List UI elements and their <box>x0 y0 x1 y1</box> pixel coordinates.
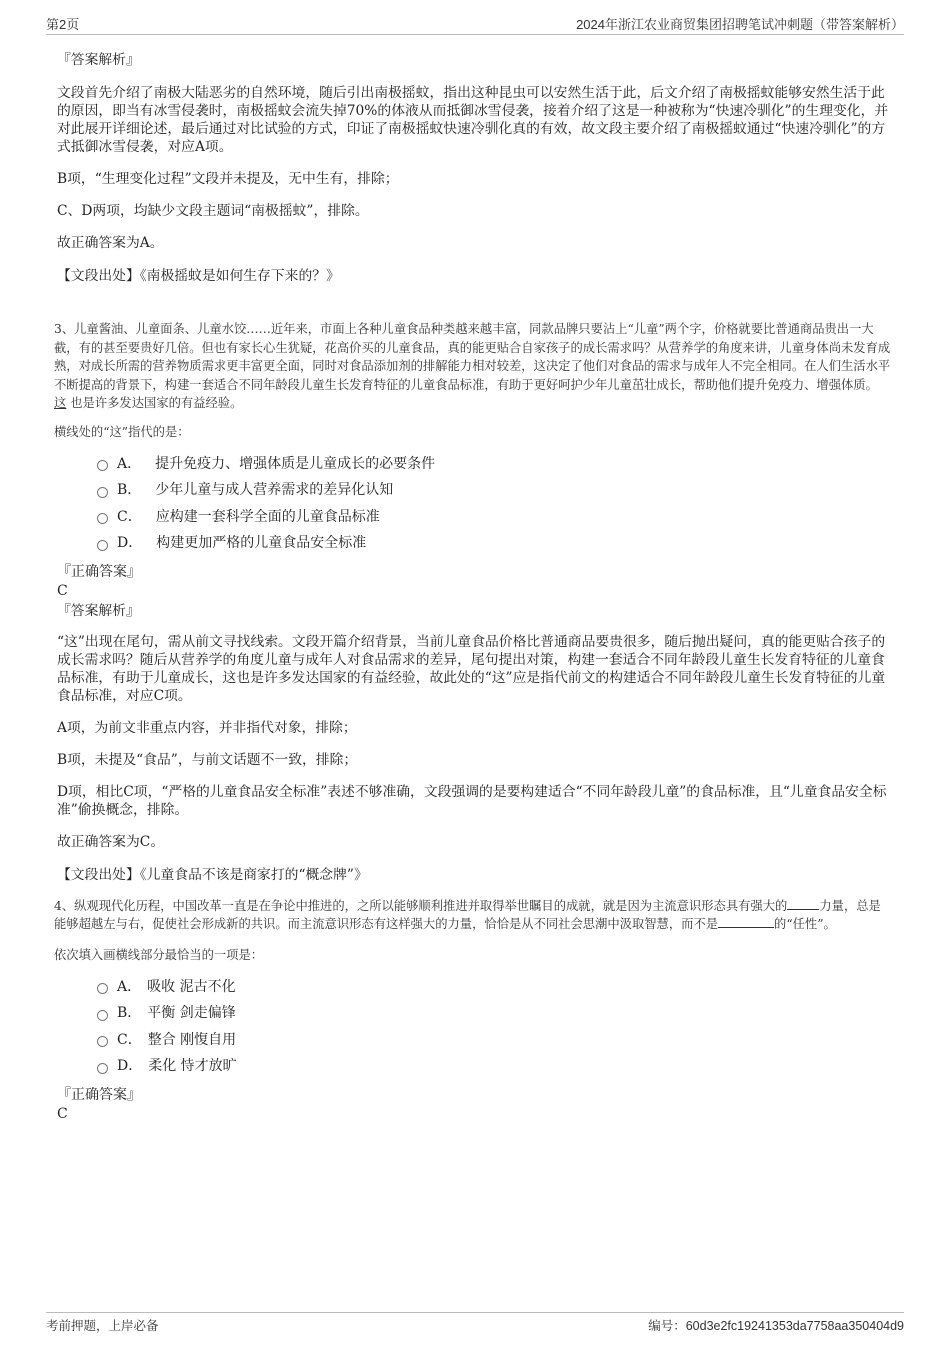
q3-analysis-paragraph-4: D项，相比C项，“严格的儿童食品安全标准”表述不够准确，文段强调的是要构建适合“不同年龄段儿童”的食品标准，且“儿童食品安全标准”偷换概念，排除。 <box>57 783 887 818</box>
q3-prompt: 横线处的“这”指代的是： <box>54 424 190 439</box>
q3-answer: C <box>57 582 68 599</box>
radio-icon[interactable] <box>97 540 108 551</box>
q4-prompt: 依次填入画横线部分最恰当的一项是： <box>54 947 264 962</box>
q4-answer: C <box>57 1105 68 1122</box>
radio-icon[interactable] <box>97 1036 108 1047</box>
q3-options <box>97 451 892 557</box>
page-header <box>46 14 904 35</box>
q3-stem <box>54 320 892 413</box>
q4-options <box>97 974 892 1080</box>
q3-option-d[interactable]: D． 构建更加严格的儿童食品安全标准 <box>97 530 892 557</box>
q3-analysis-paragraph-2: A项，为前文非重点内容，并非指代对象，排除； <box>57 719 357 736</box>
q2-analysis-paragraph-3: C、D两项，均缺少文段主题词“南极摇蚊”，排除。 <box>57 203 369 219</box>
q3-analysis-title: 『答案解析』 <box>57 602 140 619</box>
q2-analysis-paragraph-2: B项，“生理变化过程”文段并未提及，无中生有，排除； <box>57 171 399 187</box>
radio-icon[interactable] <box>97 487 108 498</box>
q3-stem-before: 3、儿童酱油、儿童面条、儿童水饺……近年来，市面上各种儿童食品种类越来越丰富，同款品牌只要沾上“儿童”两个字，价格就要比普通商品贵出一大截，有的甚至要贵好几倍。但也有家长心生犹疑，花高价买的儿童食品，真的能更贴合自家孩子的成长需求吗？从营养学的角度来讲，儿童身体尚未发育成熟，对成长所需的营养物质需求更丰富更全面，同时对食品添加剂的排解能力相对较差，这决定了他们对食品的需求与成年人不完全相同。在人们生活水平不断提高的背景下，构建一套适合不同年龄段儿童生长发育特征的儿童食品标准，有助于更好呵护少年儿童茁壮成长，帮助他们提升免疫力、增强体质。 <box>54 322 891 392</box>
q3-source: 【文段出处】《儿童食品不该是商家打的“概念牌”》 <box>57 866 368 883</box>
footer-slogan: 考前押题，上岸必备 <box>46 1319 159 1333</box>
q3-analysis-paragraph-1: “这”出现在尾句，需从前文寻找线索。文段开篇介绍背景，当前儿童食品价格比普通商品要贵很多，随后抛出疑问，真的能更贴合孩子的成长需求吗？随后从营养学的角度儿童与成年人对食品需求的差异，尾句提出对策，构建一套适合不同年龄段儿童生长发育特征的儿童食品标准，有助于儿童成长，这也是许多发达国家的有益经验，故此处的“这”应是指代前文的构建适合不同年龄段儿童生长发育特征的儿童食品标准，对应C项。 <box>57 633 886 704</box>
q3-option-a[interactable]: A． 提升免疫力、增强体质是儿童成长的必要条件 <box>97 451 892 478</box>
radio-icon[interactable] <box>97 1063 108 1074</box>
radio-icon[interactable] <box>97 983 108 994</box>
q4-option-b[interactable]: B． 平衡 剑走偏锋 <box>97 1000 892 1027</box>
page-footer <box>46 1312 904 1337</box>
radio-icon[interactable] <box>97 460 108 471</box>
q3-stem-underlined: 这 <box>54 396 67 410</box>
q4-answer-title: 『正确答案』 <box>57 1086 141 1103</box>
q3-analysis-paragraph-5: 故正确答案为C。 <box>57 833 165 850</box>
q2-analysis-paragraph-4: 故正确答案为A。 <box>57 235 164 251</box>
q2-analysis-paragraph-1: 文段首先介绍了南极大陆恶劣的自然环境，随后引出南极摇蚊，指出这种昆虫可以安然生活于此，后文介绍了南极摇蚊能够安然生活于此的原因，即当有冰雪侵袭时，南极摇蚊会流失掉70%的体液从而抵御冰雪侵袭，接着介绍了这是一种被称为“快速冷驯化”的生理变化，并对此展开详细论述，最后通过对比试验的方式，印证了南极摇蚊快速冷驯化真的有效，故文段主要介绍了南极摇蚊通过“快速冷驯化”的方式抵御冰雪侵袭，对应A项。 <box>57 85 889 155</box>
document-body <box>54 50 892 1124</box>
q3-analysis-paragraph-3: B项，未提及“食品”，与前文话题不一致，排除； <box>57 751 358 768</box>
q3-answer-title: 『正确答案』 <box>57 563 141 580</box>
q4-option-c[interactable]: C． 整合 刚愎自用 <box>97 1027 892 1054</box>
document-id: 编号：60d3e2fc19241353da7758aa350404d9 <box>648 1319 904 1333</box>
q3-option-b[interactable]: B． 少年儿童与成人营养需求的差异化认知 <box>97 477 892 504</box>
q4-option-a[interactable]: A． 吸收 泥古不化 <box>97 974 892 1001</box>
radio-icon[interactable] <box>97 513 108 524</box>
q2-analysis-title: 『答案解析』 <box>57 52 140 68</box>
q3-option-c[interactable]: C． 应构建一套科学全面的儿童食品标准 <box>97 504 892 531</box>
page-number: 第2页 <box>46 17 80 32</box>
q4-stem: 4、纵观现代化历程，中国改革一直是在争论中推进的，之所以能够顺利推进并取得举世瞩目的成就，就是因为主流意识形态具有强大的 力量，总是能够超越左与右，促使社会形成新的共识。而主流意识形态有这样强大的力量，恰恰是从不同社会思潮中汲取智慧，而不是 的“任性”。 <box>54 898 881 931</box>
q3-stem-after: 也是许多发达国家的有益经验。 <box>70 396 243 410</box>
q2-source: 【文段出处】《南极摇蚊是如何生存下来的？》 <box>57 268 340 284</box>
q4-option-d[interactable]: D． 柔化 恃才放旷 <box>97 1053 892 1080</box>
document-title: 2024年浙江农业商贸集团招聘笔试冲刺题（带答案解析） <box>576 17 904 32</box>
radio-icon[interactable] <box>97 1010 108 1021</box>
q4-blank-1 <box>787 897 819 910</box>
q4-blank-2 <box>718 915 774 928</box>
